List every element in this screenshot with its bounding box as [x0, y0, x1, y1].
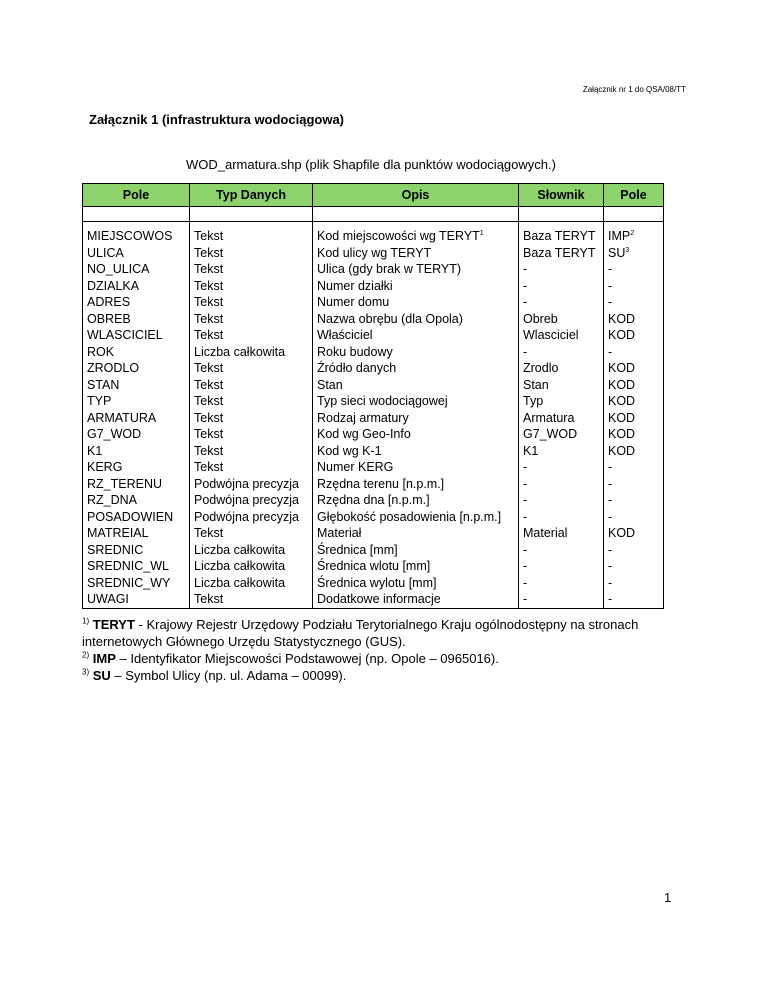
cell-opis	[313, 443, 519, 460]
cell-pole-2	[604, 558, 664, 575]
cell-typ-danych-text: Tekst	[194, 245, 224, 260]
cell-typ-danych-text: Tekst	[194, 328, 224, 342]
cell-pole-text: UWAGI	[87, 592, 129, 606]
table-row	[83, 459, 664, 476]
cell-typ-danych	[190, 410, 313, 427]
cell-slownik-text: Material	[523, 526, 568, 540]
cell-pole-2	[604, 476, 664, 493]
cell-typ-danych	[190, 525, 313, 542]
cell-slownik-text: -	[523, 344, 528, 359]
cell-typ-danych-text: Tekst	[194, 262, 224, 276]
cell-pole-text: ZRODLO	[87, 361, 140, 375]
cell-typ-danych-text: Tekst	[194, 394, 224, 408]
cell-pole-text: SREDNIC_WY	[87, 575, 171, 590]
page-number: 1	[664, 890, 672, 905]
cell-pole-2	[604, 327, 664, 344]
cell-pole	[83, 426, 190, 443]
cell-slownik	[519, 542, 604, 559]
cell-pole-2	[604, 443, 664, 460]
cell-pole	[83, 492, 190, 509]
cell-typ-danych	[190, 294, 313, 311]
cell-opis	[313, 278, 519, 295]
cell-slownik	[519, 591, 604, 608]
cell-pole	[83, 278, 190, 295]
cell-typ-danych-text: Tekst	[194, 443, 224, 458]
footnote-reference: 3	[625, 246, 630, 254]
cell-pole-2-text: -	[608, 559, 613, 573]
cell-slownik-text: -	[523, 559, 528, 573]
cell-slownik	[519, 459, 604, 476]
table-row	[83, 327, 664, 344]
table-row	[83, 575, 664, 592]
cell-typ-danych	[190, 278, 313, 295]
cell-opis-text: Głębokość posadowienia [n.p.m.]	[317, 509, 502, 524]
table-row	[83, 222, 664, 245]
cell-slownik	[519, 509, 604, 526]
cell-opis-text: Właściciel	[317, 328, 373, 342]
table-body	[83, 207, 664, 609]
cell-typ-danych	[190, 443, 313, 460]
cell-typ-danych	[190, 311, 313, 328]
table-row	[83, 360, 664, 377]
cell-opis	[313, 344, 519, 361]
cell-slownik	[519, 476, 604, 493]
footnote-1	[82, 616, 682, 650]
cell-pole-2-text: KOD	[608, 526, 636, 540]
cell-pole-2-text: KOD	[608, 328, 636, 342]
cell-pole-2-text: KOD	[608, 311, 636, 326]
cell-pole-2	[604, 278, 664, 295]
cell-pole-2	[604, 509, 664, 526]
cell-pole	[83, 558, 190, 575]
cell-opis-text: Średnica wlotu [mm]	[317, 559, 431, 573]
cell-pole-text: DZIALKA	[87, 278, 140, 293]
cell-typ-danych	[190, 459, 313, 476]
cell-opis-text: Kod miejscowości wg TERYT	[317, 229, 480, 243]
cell-slownik	[519, 222, 604, 245]
footnote-text: – Identyfikator Miejscowości Podstawowej (np. Opole – 0965016).	[115, 651, 499, 666]
cell-slownik-text: Armatura	[523, 410, 575, 425]
cell-pole	[83, 591, 190, 608]
cell-typ-danych-text: Tekst	[194, 592, 224, 606]
cell-opis	[313, 245, 519, 262]
cell-typ-danych-text: Tekst	[194, 311, 224, 326]
table-row	[83, 377, 664, 394]
cell-pole	[83, 245, 190, 262]
cell-slownik	[519, 443, 604, 460]
cell-slownik-text: -	[523, 493, 528, 507]
cell-typ-danych-text: Liczba całkowita	[194, 344, 286, 359]
cell-opis-text: Średnica wylotu [mm]	[317, 575, 437, 590]
cell-typ-danych-text: Tekst	[194, 295, 224, 309]
table-row	[83, 294, 664, 311]
footnote-text: - Krajowy Rejestr Urzędowy Podziału Terytorialnego Kraju ogólnodostępny na stronach internetowych Głównego Urzędu Statystycznego (GUS).	[82, 617, 639, 649]
cell-slownik	[519, 558, 604, 575]
cell-typ-danych	[190, 575, 313, 592]
table-row	[83, 410, 664, 427]
document-title: Załącznik 1 (infrastruktura wodociągowa)	[89, 112, 344, 127]
cell-pole-text: RZ_TERENU	[87, 476, 163, 491]
table-row	[83, 542, 664, 559]
cell-pole-text: STAN	[87, 377, 120, 392]
cell-typ-danych-text: Podwójna precyzja	[194, 493, 299, 507]
cell-pole	[83, 311, 190, 328]
cell-typ-danych	[190, 360, 313, 377]
cell-typ-danych-text: Podwójna precyzja	[194, 476, 299, 491]
cell-pole	[83, 344, 190, 361]
cell-pole-2	[604, 542, 664, 559]
cell-pole-text: NO_ULICA	[87, 262, 150, 276]
table-row	[83, 558, 664, 575]
cell-typ-danych-text: Tekst	[194, 427, 224, 441]
cell-opis-text: Roku budowy	[317, 344, 393, 359]
cell-typ-danych-text: Tekst	[194, 377, 224, 392]
header-opis: Opis	[313, 184, 519, 207]
table-row	[83, 245, 664, 262]
cell-typ-danych	[190, 591, 313, 608]
cell-pole	[83, 261, 190, 278]
cell-pole-2-text: -	[608, 575, 613, 590]
cell-opis	[313, 426, 519, 443]
table-row	[83, 344, 664, 361]
cell-pole-2	[604, 591, 664, 608]
cell-slownik-text: -	[523, 509, 528, 524]
table-row	[83, 278, 664, 295]
cell-typ-danych-text: Liczba całkowita	[194, 559, 286, 573]
cell-slownik-text: Obreb	[523, 311, 558, 326]
cell-pole-text: TYP	[87, 394, 112, 408]
cell-opis-text: Rodzaj armatury	[317, 410, 409, 425]
cell-pole-text: WLASCICIEL	[87, 328, 163, 342]
cell-pole-2	[604, 492, 664, 509]
cell-slownik-text: -	[523, 295, 528, 309]
cell-typ-danych-text: Tekst	[194, 278, 224, 293]
cell-slownik-text: G7_WOD	[523, 427, 578, 441]
cell-pole	[83, 443, 190, 460]
footnote-2	[82, 650, 682, 667]
cell-pole-2	[604, 261, 664, 278]
cell-typ-danych	[190, 492, 313, 509]
cell-slownik-text: Zrodlo	[523, 361, 559, 375]
cell-slownik-text: -	[523, 262, 528, 276]
cell-opis	[313, 591, 519, 608]
cell-pole-2-text: -	[608, 460, 613, 474]
cell-opis	[313, 377, 519, 394]
cell-slownik-text: Typ	[523, 394, 544, 408]
cell-pole-2	[604, 575, 664, 592]
cell-slownik	[519, 245, 604, 262]
cell-opis-text: Kod wg K-1	[317, 443, 382, 458]
cell-opis-text: Materiał	[317, 526, 362, 540]
cell-typ-danych	[190, 222, 313, 245]
footnote-number: 2)	[82, 650, 90, 660]
cell-slownik	[519, 377, 604, 394]
cell-typ-danych-text: Tekst	[194, 460, 224, 474]
cell-slownik	[519, 410, 604, 427]
cell-pole-2-text: -	[608, 509, 613, 524]
cell-slownik-text: Baza TERYT	[523, 245, 596, 260]
cell-opis-text: Rzędna terenu [n.p.m.]	[317, 476, 445, 491]
cell-slownik	[519, 426, 604, 443]
cell-opis	[313, 558, 519, 575]
cell-pole-2-text: -	[608, 344, 613, 359]
cell-slownik	[519, 492, 604, 509]
attribute-table	[82, 183, 664, 609]
cell-pole-2	[604, 294, 664, 311]
cell-slownik	[519, 360, 604, 377]
cell-slownik-text: -	[523, 476, 528, 491]
header-slownik: Słownik	[519, 184, 604, 207]
cell-slownik-text: K1	[523, 443, 539, 458]
cell-slownik	[519, 525, 604, 542]
header-pole-2: Pole	[604, 184, 664, 207]
footnote-reference: 2	[630, 229, 635, 237]
cell-slownik-text: Baza TERYT	[523, 229, 596, 243]
cell-pole-text: ROK	[87, 344, 115, 359]
cell-typ-danych	[190, 377, 313, 394]
cell-pole	[83, 509, 190, 526]
footnote-term: SU	[92, 668, 111, 683]
table-row	[83, 591, 664, 608]
cell-pole-2-text: KOD	[608, 377, 636, 392]
cell-pole	[83, 459, 190, 476]
cell-slownik-text: -	[523, 460, 528, 474]
cell-pole-2-text: KOD	[608, 361, 636, 375]
cell-pole-2-text: -	[608, 278, 613, 293]
cell-pole-2-text: -	[608, 262, 613, 276]
cell-pole-text: KERG	[87, 460, 123, 474]
cell-typ-danych	[190, 476, 313, 493]
cell-opis-text: Numer działki	[317, 278, 393, 293]
cell-opis	[313, 542, 519, 559]
cell-pole-text: MATREIAL	[87, 526, 149, 540]
table-row	[83, 443, 664, 460]
cell-pole-text: ARMATURA	[87, 410, 157, 425]
table-row	[83, 393, 664, 410]
cell-slownik-text: Wlasciciel	[523, 328, 579, 342]
cell-typ-danych-text: Tekst	[194, 361, 224, 375]
cell-pole	[83, 360, 190, 377]
footnote-term: TERYT	[92, 617, 135, 632]
cell-typ-danych	[190, 542, 313, 559]
cell-opis	[313, 509, 519, 526]
cell-opis	[313, 294, 519, 311]
cell-pole-2-text: -	[608, 592, 613, 606]
cell-opis-text: Nazwa obrębu (dla Opola)	[317, 311, 463, 326]
cell-pole-text: MIEJSCOWOS	[87, 229, 173, 243]
cell-slownik-text: -	[523, 592, 528, 606]
cell-opis	[313, 575, 519, 592]
table-caption: WOD_armatura.shp (plik Shapfile dla punktów wodociągowych.)	[186, 157, 556, 172]
cell-slownik-text: Stan	[523, 377, 549, 392]
cell-pole-2-text: KOD	[608, 443, 636, 458]
cell-typ-danych	[190, 344, 313, 361]
cell-opis-text: Rzędna dna [n.p.m.]	[317, 493, 430, 507]
table-row	[83, 311, 664, 328]
cell-opis-text: Kod wg Geo-Info	[317, 427, 411, 441]
cell-pole-text: POSADOWIEN	[87, 509, 174, 524]
table-row	[83, 492, 664, 509]
cell-pole-2	[604, 222, 664, 245]
cell-typ-danych	[190, 509, 313, 526]
cell-pole-2-text: SU	[608, 245, 626, 260]
table-row	[83, 261, 664, 278]
cell-opis	[313, 525, 519, 542]
cell-opis-text: Ulica (gdy brak w TERYT)	[317, 262, 462, 276]
cell-slownik-text: -	[523, 542, 528, 557]
table-row	[83, 509, 664, 526]
table-spacer-row	[83, 207, 664, 222]
cell-pole-2	[604, 459, 664, 476]
footnotes	[82, 616, 682, 684]
cell-pole-2	[604, 311, 664, 328]
cell-pole-text: ULICA	[87, 245, 124, 260]
cell-opis-text: Średnica [mm]	[317, 542, 398, 557]
cell-slownik	[519, 393, 604, 410]
cell-typ-danych	[190, 261, 313, 278]
cell-pole-2	[604, 377, 664, 394]
cell-pole-2-text: KOD	[608, 427, 636, 441]
cell-pole-2	[604, 525, 664, 542]
cell-typ-danych	[190, 426, 313, 443]
cell-pole	[83, 222, 190, 245]
cell-pole-text: G7_WOD	[87, 427, 142, 441]
table-row	[83, 525, 664, 542]
cell-slownik	[519, 311, 604, 328]
cell-pole	[83, 377, 190, 394]
cell-slownik	[519, 278, 604, 295]
cell-pole	[83, 542, 190, 559]
cell-typ-danych	[190, 393, 313, 410]
cell-typ-danych-text: Tekst	[194, 229, 224, 243]
cell-opis-text: Numer KERG	[317, 460, 394, 474]
cell-opis-text: Stan	[317, 377, 343, 392]
cell-pole	[83, 294, 190, 311]
cell-pole-2	[604, 410, 664, 427]
cell-pole-text: SREDNIC_WL	[87, 559, 169, 573]
cell-slownik	[519, 344, 604, 361]
cell-typ-danych-text: Tekst	[194, 410, 224, 425]
cell-pole	[83, 575, 190, 592]
cell-pole-text: SREDNIC	[87, 542, 144, 557]
cell-opis	[313, 261, 519, 278]
cell-pole-text: OBREB	[87, 311, 131, 326]
cell-pole-2	[604, 344, 664, 361]
cell-typ-danych	[190, 327, 313, 344]
cell-pole	[83, 525, 190, 542]
footnote-term: IMP	[92, 651, 116, 666]
table-row	[83, 476, 664, 493]
cell-pole	[83, 476, 190, 493]
cell-opis	[313, 410, 519, 427]
table-row	[83, 426, 664, 443]
cell-slownik	[519, 575, 604, 592]
cell-opis	[313, 476, 519, 493]
cell-opis-text: Numer domu	[317, 295, 390, 309]
attribute-table-container	[82, 183, 664, 609]
cell-typ-danych-text: Podwójna precyzja	[194, 509, 299, 524]
header-typ-danych: Typ Danych	[190, 184, 313, 207]
cell-pole-text: K1	[87, 443, 103, 458]
table-header-row	[83, 184, 664, 207]
cell-pole-2	[604, 245, 664, 262]
cell-typ-danych-text: Liczba całkowita	[194, 542, 286, 557]
cell-pole-text: RZ_DNA	[87, 493, 138, 507]
cell-typ-danych	[190, 245, 313, 262]
footnote-number: 3)	[82, 667, 90, 677]
cell-opis	[313, 393, 519, 410]
footnote-3	[82, 667, 682, 684]
cell-slownik	[519, 294, 604, 311]
cell-typ-danych-text: Liczba całkowita	[194, 575, 286, 590]
cell-opis	[313, 492, 519, 509]
cell-pole-2	[604, 393, 664, 410]
cell-pole-2-text: KOD	[608, 410, 636, 425]
cell-opis-text: Dodatkowe informacje	[317, 592, 441, 606]
cell-slownik	[519, 327, 604, 344]
cell-pole-2-text: -	[608, 542, 613, 557]
cell-pole	[83, 410, 190, 427]
cell-pole-2-text: IMP	[608, 229, 631, 243]
header-pole: Pole	[83, 184, 190, 207]
footnote-text: – Symbol Ulicy (np. ul. Adama – 00099).	[110, 668, 347, 683]
cell-opis	[313, 222, 519, 245]
cell-typ-danych	[190, 558, 313, 575]
footnote-number: 1)	[82, 616, 90, 626]
cell-pole-text: ADRES	[87, 295, 131, 309]
cell-slownik	[519, 261, 604, 278]
cell-opis	[313, 360, 519, 377]
cell-pole-2-text: KOD	[608, 394, 636, 408]
cell-pole-2-text: -	[608, 493, 613, 507]
cell-pole	[83, 393, 190, 410]
cell-pole-2	[604, 426, 664, 443]
cell-slownik-text: -	[523, 278, 528, 293]
cell-pole-2	[604, 360, 664, 377]
cell-opis-text: Źródło danych	[317, 361, 397, 375]
header-note: Załącznik nr 1 do QSA/08/TT	[582, 85, 686, 94]
cell-pole-2-text: -	[608, 476, 613, 491]
cell-slownik-text: -	[523, 575, 528, 590]
cell-opis-text: Typ sieci wodociągowej	[317, 394, 448, 408]
cell-pole-2-text: -	[608, 295, 613, 309]
footnote-reference: 1	[479, 229, 484, 237]
cell-pole	[83, 327, 190, 344]
cell-opis-text: Kod ulicy wg TERYT	[317, 245, 432, 260]
cell-opis	[313, 459, 519, 476]
cell-opis	[313, 327, 519, 344]
cell-typ-danych-text: Tekst	[194, 526, 224, 540]
cell-opis	[313, 311, 519, 328]
